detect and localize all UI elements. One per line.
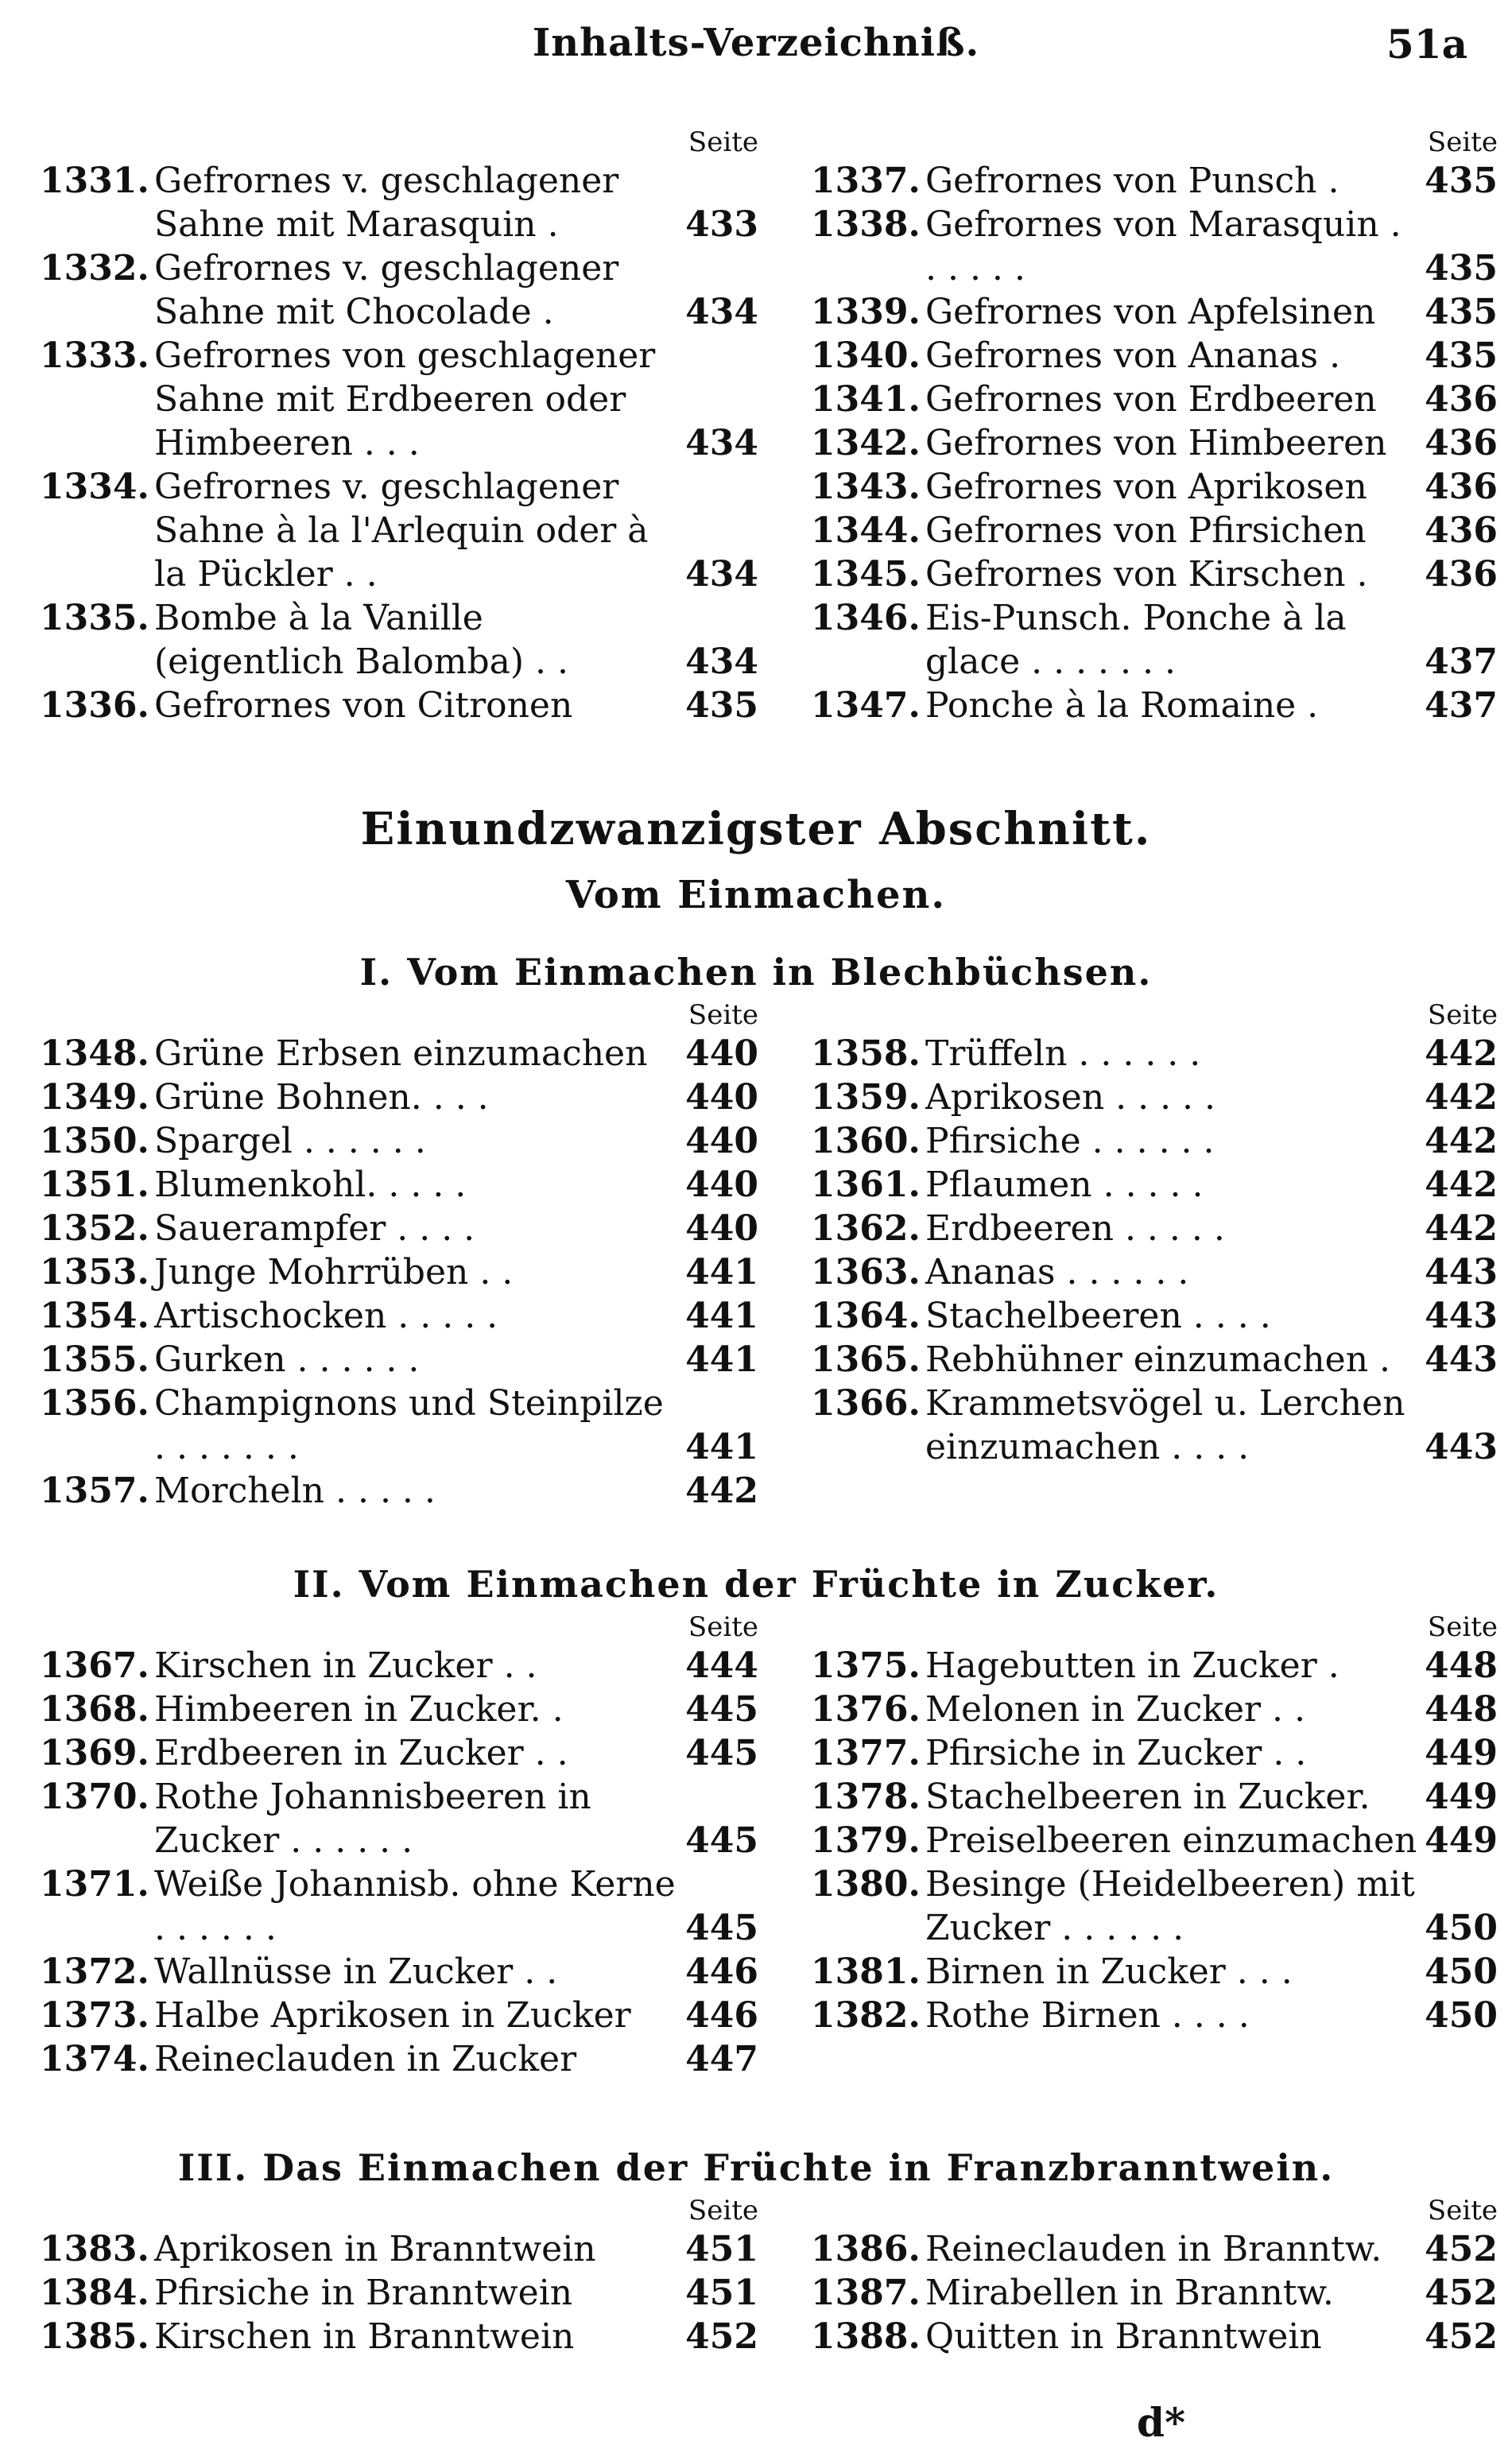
toc-entry <box>40 1032 763 1075</box>
entry-page: 441 <box>685 1427 758 1467</box>
entry-page: 442 <box>1425 1033 1498 1074</box>
seite-label: Seite <box>688 126 758 158</box>
entry-number: 1368. <box>40 1689 149 1730</box>
entry-number: 1381. <box>811 1951 921 1992</box>
entry-title: Rebhühner einzumachen . <box>925 1339 1390 1380</box>
entry-title: Wallnüsse in Zucker . . <box>154 1951 558 1992</box>
entry-title: Gefrornes von Apfelsinen <box>925 292 1376 332</box>
entry-page: 442 <box>1425 1208 1498 1249</box>
entry-title: Kirschen in Branntwein <box>154 2316 575 2357</box>
toc-entry <box>40 465 763 596</box>
entry-title: Junge Mohrrüben . . <box>154 1252 514 1293</box>
entry-page: 445 <box>685 1908 758 1948</box>
entry-title: Gefrornes von Himbeeren <box>925 423 1387 463</box>
toc-entry <box>811 1994 1502 2037</box>
entry-title: Artischocken . . . . . <box>154 1296 498 1336</box>
entry-page: 437 <box>1425 685 1498 726</box>
entry-number: 1378. <box>811 1777 921 1817</box>
entry-number: 1358. <box>811 1033 921 1074</box>
entry-number: 1340. <box>811 335 921 376</box>
entry-title: Rothe Johannisbeeren in Zucker . . . . . . <box>154 1777 591 1861</box>
entry-number: 1339. <box>811 292 921 332</box>
entry-number: 1365. <box>811 1339 921 1380</box>
entry-title: Spargel . . . . . . <box>154 1121 426 1161</box>
entry-page: 436 <box>1425 467 1498 507</box>
entry-number: 1380. <box>811 1864 921 1905</box>
toc-entry <box>811 1163 1502 1207</box>
seite-label: Seite <box>688 2195 758 2227</box>
toc-entry <box>40 1119 763 1163</box>
toc-entry <box>40 1862 763 1950</box>
entry-number: 1373. <box>40 1995 149 2036</box>
toc-entry <box>811 378 1502 421</box>
entry-number: 1352. <box>40 1208 149 1249</box>
entry-title: Gefrornes von geschlagener Sahne mit Erdbeeren oder Himbeeren . . . <box>154 335 656 463</box>
toc-entry <box>40 684 763 727</box>
left-column <box>40 2194 763 2358</box>
entry-title: Himbeeren in Zucker. . <box>154 1689 564 1730</box>
entry-title: Stachelbeeren in Zucker. <box>925 1777 1370 1817</box>
toc-entry <box>40 1294 763 1338</box>
right-column <box>811 126 1502 727</box>
toc-entry <box>811 1819 1502 1862</box>
entry-list <box>811 159 1502 727</box>
entry-page: 436 <box>1425 554 1498 595</box>
right-column <box>811 998 1502 1513</box>
entry-title: Gefrornes von Ananas . <box>925 335 1341 376</box>
entry-number: 1388. <box>811 2316 921 2357</box>
section-branntwein <box>0 2146 1512 2358</box>
toc-entry <box>811 334 1502 378</box>
entry-number: 1332. <box>40 248 149 289</box>
entry-number: 1353. <box>40 1252 149 1293</box>
entry-title: Gefrornes v. geschlagener Sahne mit Chocolade . <box>154 248 619 332</box>
entry-number: 1350. <box>40 1121 149 1161</box>
seite-label: Seite <box>1427 2195 1498 2227</box>
entry-title: Kirschen in Zucker . . <box>154 1645 537 1686</box>
entry-title: Mirabellen in Branntw. <box>925 2273 1334 2313</box>
toc-entry <box>811 1644 1502 1688</box>
entry-number: 1344. <box>811 510 921 551</box>
entry-page: 448 <box>1425 1645 1498 1686</box>
entry-page: 434 <box>685 641 758 682</box>
toc-entry <box>811 1862 1502 1950</box>
toc-entry <box>40 1644 763 1688</box>
entry-title: Grüne Bohnen. . . . <box>154 1077 489 1118</box>
entry-page: 450 <box>1425 1951 1498 1992</box>
toc-entry <box>811 596 1502 684</box>
entry-number: 1336. <box>40 685 149 726</box>
entry-page: 451 <box>685 2229 758 2269</box>
entry-number: 1366. <box>811 1383 921 1424</box>
entry-number: 1386. <box>811 2229 921 2269</box>
toc-entry <box>811 1250 1502 1294</box>
entry-number: 1357. <box>40 1471 149 1511</box>
entry-page: 440 <box>685 1165 758 1205</box>
toc-entry <box>811 509 1502 552</box>
section-zucker <box>0 1563 1512 2081</box>
toc-entry <box>40 1338 763 1382</box>
entry-page: 446 <box>685 1995 758 2036</box>
entry-title: Erdbeeren . . . . . <box>925 1208 1225 1249</box>
entry-number: 1348. <box>40 1033 149 1074</box>
toc-entry <box>811 465 1502 509</box>
entry-page: 449 <box>1425 1733 1498 1773</box>
entry-title: Birnen in Zucker . . . <box>925 1951 1293 1992</box>
toc-entry <box>811 203 1502 290</box>
toc-entry <box>40 334 763 465</box>
entry-page: 435 <box>1425 161 1498 201</box>
entry-page: 452 <box>1425 2316 1498 2357</box>
toc-entry <box>811 1294 1502 1338</box>
toc-entry <box>40 1469 763 1513</box>
entry-page: 442 <box>1425 1165 1498 1205</box>
toc-entry <box>40 1775 763 1862</box>
toc-entry <box>40 1731 763 1775</box>
entry-page: 444 <box>685 1645 758 1686</box>
entry-title: Krammetsvögel u. Lerchen einzumachen . . . . <box>925 1383 1405 1467</box>
toc-entry <box>40 2037 763 2081</box>
entry-page: 433 <box>685 204 758 245</box>
entry-page: 451 <box>685 2273 758 2313</box>
entry-number: 1337. <box>811 161 921 201</box>
entry-page: 434 <box>685 554 758 595</box>
toc-entry <box>811 1032 1502 1075</box>
entry-page: 448 <box>1425 1689 1498 1730</box>
entry-number: 1342. <box>811 423 921 463</box>
entry-number: 1338. <box>811 204 921 245</box>
page-number: 51a <box>1386 21 1467 68</box>
entry-number: 1377. <box>811 1733 921 1773</box>
entry-list <box>811 1644 1502 2037</box>
toc-entry <box>40 246 763 334</box>
toc-entry <box>40 2315 763 2358</box>
entry-number: 1375. <box>811 1645 921 1686</box>
entry-number: 1356. <box>40 1383 149 1424</box>
entry-title: Reineclauden in Zucker <box>154 2039 577 2079</box>
entry-title: Gefrornes v. geschlagener Sahne mit Marasquin . <box>154 161 619 245</box>
entry-page: 443 <box>1425 1339 1498 1380</box>
toc-entry <box>811 2271 1502 2315</box>
entry-title: Pfirsiche in Zucker . . <box>925 1733 1307 1773</box>
entry-list <box>811 1032 1502 1469</box>
entry-number: 1362. <box>811 1208 921 1249</box>
toc-entry <box>40 1250 763 1294</box>
entry-page: 450 <box>1425 1995 1498 2036</box>
toc-entry <box>40 1688 763 1731</box>
entry-number: 1343. <box>811 467 921 507</box>
entry-page: 446 <box>685 1951 758 1992</box>
entry-number: 1346. <box>811 598 921 638</box>
entry-page: 447 <box>685 2039 758 2079</box>
entry-page: 443 <box>1425 1296 1498 1336</box>
entry-number: 1376. <box>811 1689 921 1730</box>
entry-number: 1367. <box>40 1645 149 1686</box>
entry-page: 445 <box>685 1733 758 1773</box>
entry-list <box>40 1032 763 1513</box>
seite-label: Seite <box>1427 126 1498 158</box>
entry-number: 1335. <box>40 598 149 638</box>
entry-number: 1361. <box>811 1165 921 1205</box>
entry-number: 1334. <box>40 467 149 507</box>
entry-title: Pflaumen . . . . . <box>925 1165 1204 1205</box>
toc-entry <box>811 1382 1502 1469</box>
entry-title: Hagebutten in Zucker . <box>925 1645 1339 1686</box>
right-column <box>811 2194 1502 2358</box>
section-frozen <box>0 126 1512 727</box>
entry-list <box>811 2227 1502 2358</box>
toc-entry <box>811 1207 1502 1250</box>
left-column <box>40 126 763 727</box>
toc-entry <box>40 1163 763 1207</box>
seite-label: Seite <box>1427 999 1498 1031</box>
entry-title: Aprikosen in Branntwein <box>154 2229 596 2269</box>
seite-label: Seite <box>688 1611 758 1643</box>
toc-entry <box>40 159 763 246</box>
entry-page: 450 <box>1425 1908 1498 1948</box>
entry-title: Blumenkohl. . . . . <box>154 1165 467 1205</box>
entry-page: 442 <box>1425 1121 1498 1161</box>
entry-page: 452 <box>1425 2229 1498 2269</box>
entry-number: 1387. <box>811 2273 921 2313</box>
entry-title: Stachelbeeren . . . . <box>925 1296 1271 1336</box>
entry-page: 440 <box>685 1121 758 1161</box>
entry-list <box>40 159 763 727</box>
section-title: I. Vom Einmachen in Blechbüchsen. <box>359 951 1153 994</box>
entry-page: 441 <box>685 1296 758 1336</box>
entry-page: 435 <box>1425 292 1498 332</box>
entry-title: Quitten in Branntwein <box>925 2316 1322 2357</box>
entry-number: 1384. <box>40 2273 149 2313</box>
entry-title: Gefrornes v. geschlagener Sahne à la l'Arlequin oder à la Pückler . . <box>154 467 649 595</box>
entry-page: 449 <box>1425 1777 1498 1817</box>
entry-title: Trüffeln . . . . . . <box>925 1033 1201 1074</box>
entry-title: Pfirsiche in Branntwein <box>154 2273 573 2313</box>
entry-title: Aprikosen . . . . . <box>925 1077 1216 1118</box>
entry-number: 1347. <box>811 685 921 726</box>
entry-title: Champignons und Steinpilze . . . . . . . <box>154 1383 664 1467</box>
chapter-title: Einundzwanzigster Abschnitt. <box>360 803 1152 855</box>
toc-entry <box>811 684 1502 727</box>
left-column <box>40 998 763 1513</box>
entry-title: Reineclauden in Branntw. <box>925 2229 1382 2269</box>
entry-title: Erdbeeren in Zucker . . <box>154 1733 568 1773</box>
entry-page: 449 <box>1425 1820 1498 1861</box>
toc-entry <box>811 159 1502 203</box>
entry-page: 436 <box>1425 379 1498 420</box>
entry-list <box>40 2227 763 2358</box>
toc-entry <box>811 552 1502 596</box>
entry-page: 435 <box>1425 335 1498 376</box>
entry-title: Gurken . . . . . . <box>154 1339 420 1380</box>
entry-title: Weiße Johannisb. ohne Kerne . . . . . . <box>154 1864 676 1948</box>
section-blechbuechsen <box>0 951 1512 1513</box>
toc-entry <box>811 421 1502 465</box>
entry-title: Gefrornes von Erdbeeren <box>925 379 1377 420</box>
entry-page: 434 <box>685 292 758 332</box>
entry-number: 1370. <box>40 1777 149 1817</box>
entry-number: 1363. <box>811 1252 921 1293</box>
entry-page: 452 <box>1425 2273 1498 2313</box>
toc-entry <box>40 2271 763 2315</box>
entry-page: 437 <box>1425 641 1498 682</box>
entry-title: Gefrornes von Pfirsichen <box>925 510 1367 551</box>
entry-title: Ananas . . . . . . <box>925 1252 1189 1293</box>
entry-page: 443 <box>1425 1252 1498 1293</box>
entry-page: 442 <box>685 1471 758 1511</box>
entry-title: Gefrornes von Aprikosen <box>925 467 1367 507</box>
entry-number: 1349. <box>40 1077 149 1118</box>
entry-title: Halbe Aprikosen in Zucker <box>154 1995 631 2036</box>
entry-page: 442 <box>1425 1077 1498 1118</box>
entry-page: 440 <box>685 1033 758 1074</box>
entry-page: 452 <box>685 2316 758 2357</box>
chapter-heading <box>0 803 1512 917</box>
entry-number: 1372. <box>40 1951 149 1992</box>
entry-number: 1354. <box>40 1296 149 1336</box>
right-column <box>811 1610 1502 2081</box>
toc-entry <box>40 1207 763 1250</box>
left-column <box>40 1610 763 2081</box>
entry-number: 1351. <box>40 1165 149 1205</box>
entry-title: Gefrornes von Marasquin . . . . . . <box>925 204 1402 289</box>
entry-page: 440 <box>685 1077 758 1118</box>
entry-page: 445 <box>685 1820 758 1861</box>
entry-page: 434 <box>685 423 758 463</box>
entry-title: Rothe Birnen . . . . <box>925 1995 1250 2036</box>
entry-title: Melonen in Zucker . . <box>925 1689 1305 1730</box>
seite-label: Seite <box>1427 1611 1498 1643</box>
entry-page: 440 <box>685 1208 758 1249</box>
entry-title: Bombe à la Vanille (eigentlich Balomba) . . <box>154 598 568 682</box>
entry-number: 1341. <box>811 379 921 420</box>
section-title: III. Das Einmachen der Früchte in Franzbranntwein. <box>177 2146 1335 2189</box>
entry-number: 1374. <box>40 2039 149 2079</box>
entry-page: 436 <box>1425 423 1498 463</box>
entry-number: 1359. <box>811 1077 921 1118</box>
entry-title: Gefrornes von Punsch . <box>925 161 1339 201</box>
entry-list <box>40 1644 763 2081</box>
toc-entry <box>811 1119 1502 1163</box>
section-title: II. Vom Einmachen der Früchte in Zucker. <box>293 1563 1219 1606</box>
entry-page: 435 <box>1425 248 1498 289</box>
entry-page: 441 <box>685 1252 758 1293</box>
entry-number: 1360. <box>811 1121 921 1161</box>
entry-title: Grüne Erbsen einzumachen <box>154 1033 648 1074</box>
seite-label: Seite <box>688 999 758 1031</box>
entry-title: Sauerampfer . . . . <box>154 1208 475 1249</box>
toc-entry <box>40 1075 763 1119</box>
toc-entry <box>811 1338 1502 1382</box>
toc-entry <box>40 2227 763 2271</box>
entry-title: Morcheln . . . . . <box>154 1471 436 1511</box>
toc-entry <box>40 596 763 684</box>
toc-entry <box>811 1688 1502 1731</box>
entry-page: 443 <box>1425 1427 1498 1467</box>
entry-title: Eis-Punsch. Ponche à la glace . . . . . . . <box>925 598 1347 682</box>
entry-title: Preiselbeeren einzumachen <box>925 1820 1417 1861</box>
toc-entry <box>40 1382 763 1469</box>
entry-number: 1331. <box>40 161 149 201</box>
entry-number: 1379. <box>811 1820 921 1861</box>
entry-title: Gefrornes von Kirschen . <box>925 554 1368 595</box>
toc-entry <box>811 1775 1502 1819</box>
chapter-subtitle: Vom Einmachen. <box>565 873 947 917</box>
entry-number: 1382. <box>811 1995 921 2036</box>
entry-page: 435 <box>685 685 758 726</box>
entry-number: 1383. <box>40 2229 149 2269</box>
entry-number: 1345. <box>811 554 921 595</box>
entry-number: 1369. <box>40 1733 149 1773</box>
toc-entry <box>811 1731 1502 1775</box>
entry-number: 1371. <box>40 1864 149 1905</box>
entry-page: 436 <box>1425 510 1498 551</box>
entry-page: 445 <box>685 1689 758 1730</box>
entry-title: Gefrornes von Citronen <box>154 685 573 726</box>
entry-number: 1364. <box>811 1296 921 1336</box>
entry-number: 1385. <box>40 2316 149 2357</box>
entry-page: 441 <box>685 1339 758 1380</box>
toc-entry <box>811 2227 1502 2271</box>
toc-entry <box>811 1075 1502 1119</box>
entry-number: 1333. <box>40 335 149 376</box>
toc-entry <box>811 290 1502 334</box>
page-title: Inhalts-Verzeichniß. <box>532 21 980 65</box>
toc-entry <box>811 1950 1502 1994</box>
entry-title: Besinge (Heidelbeeren) mit Zucker . . . . . . <box>925 1864 1415 1948</box>
toc-entry <box>40 1994 763 2037</box>
entry-title: Pfirsiche . . . . . . <box>925 1121 1215 1161</box>
toc-entry <box>40 1950 763 1994</box>
entry-title: Ponche à la Romaine . <box>925 685 1319 726</box>
toc-entry <box>811 2315 1502 2358</box>
signature-mark: d* <box>1137 2399 1186 2446</box>
entry-number: 1355. <box>40 1339 149 1380</box>
